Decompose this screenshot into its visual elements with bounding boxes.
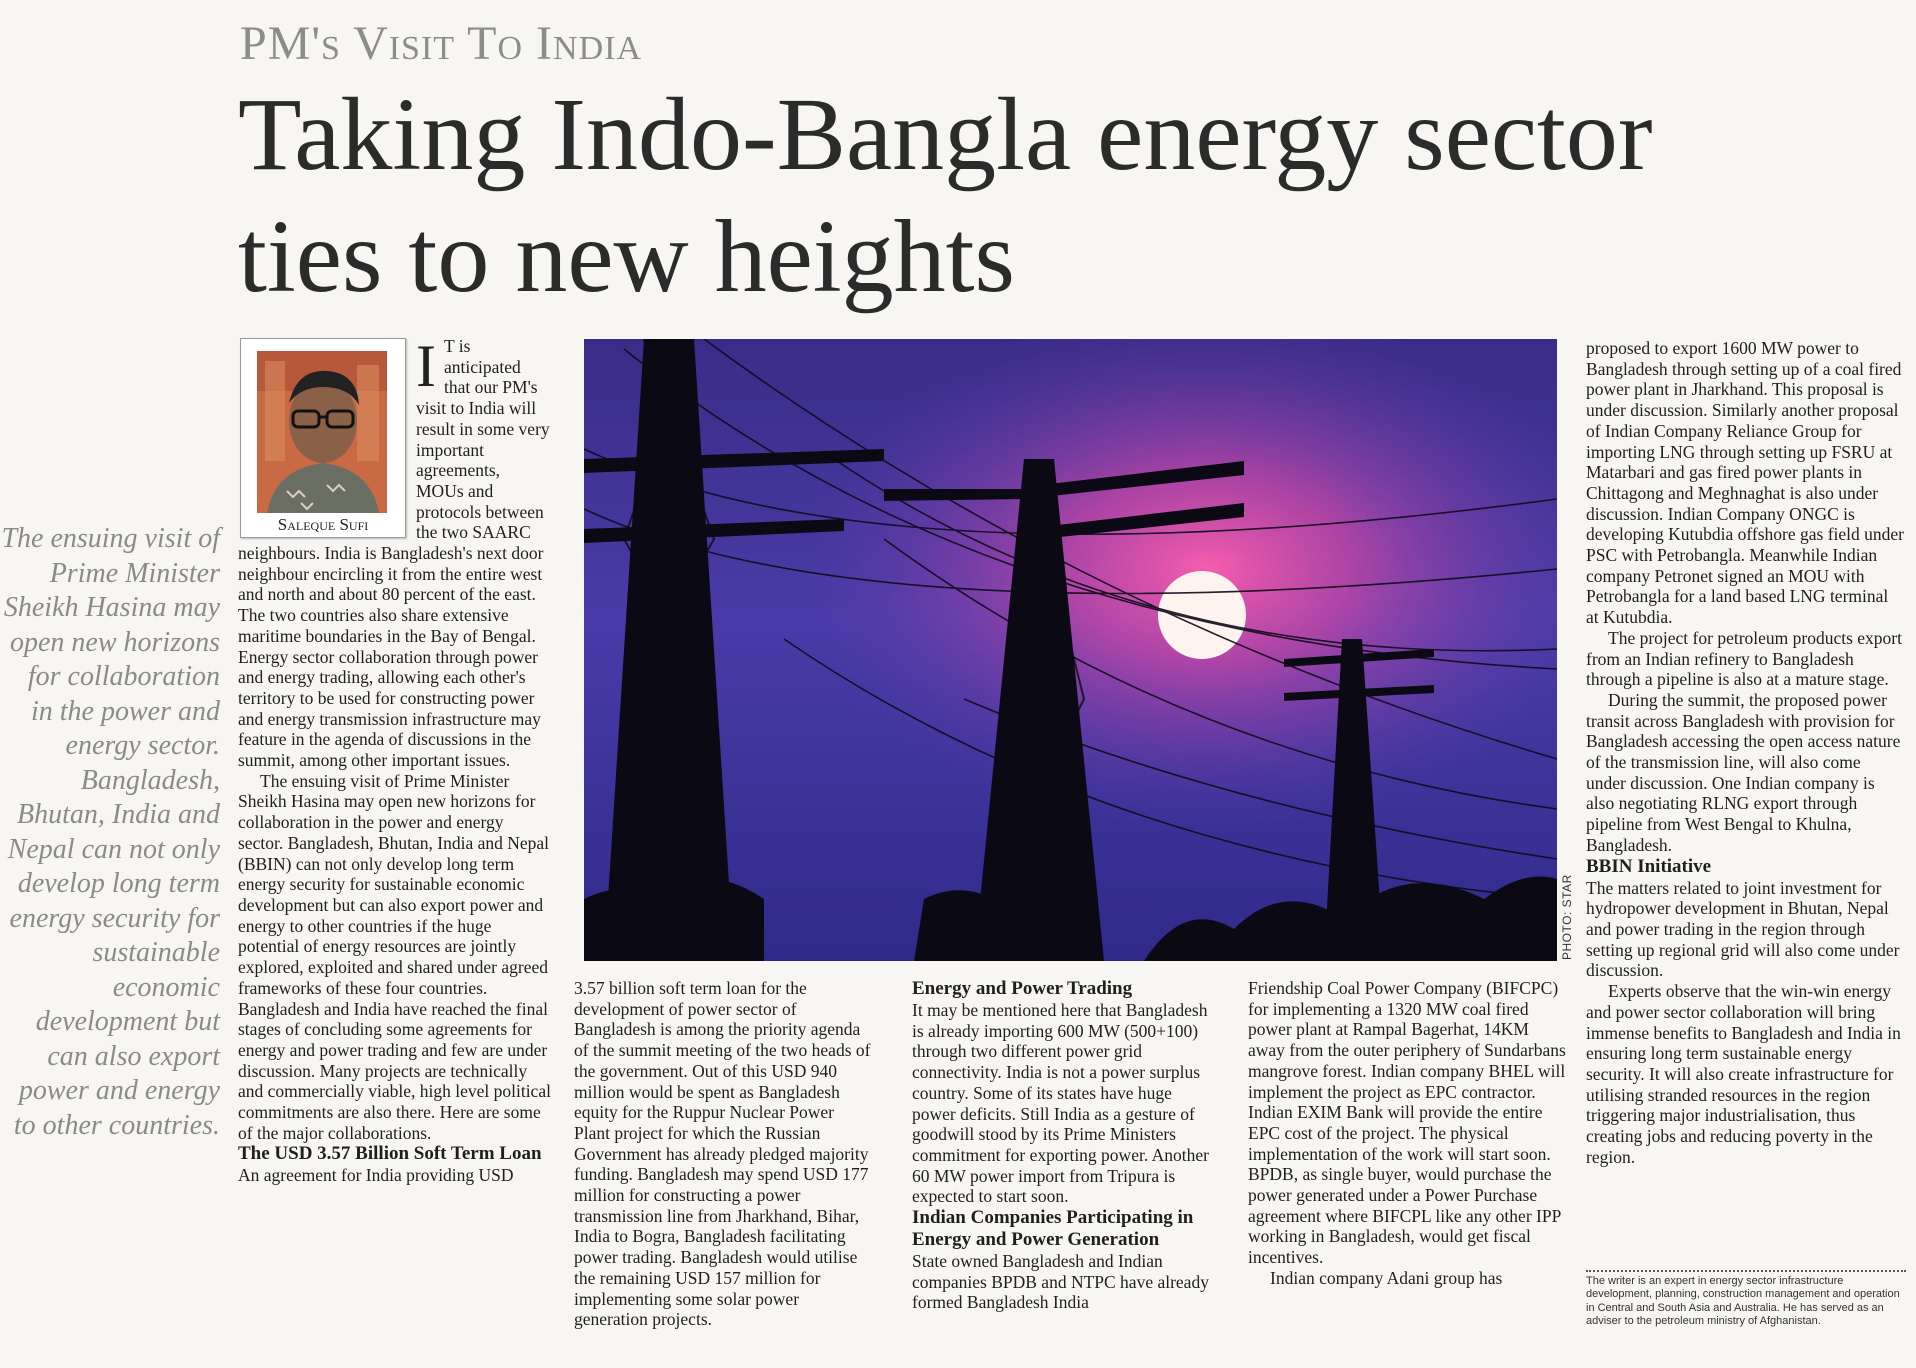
col5-paragraph-2: The project for petroleum products export from an Indian refinery to Bangladesh through a pipeline is also at a mature stage. — [1586, 627, 1902, 690]
col5-paragraph-5: Experts observe that the win-win energy and power sector collaboration will bring immense benefits to Bangladesh and India in ensuring long term sustainable energy security. It will also create infrastructure for utilising stranded resources in the region triggering major industrialisation, thus creating jobs and reducing poverty in the region. — [1586, 981, 1901, 1167]
col1-paragraph-1-rest: SAARC neighbours. India is Bangladesh's next door neighbour encircling it from the entire west and north and about 80 percent of the east. The two countries also share extensive maritime boundaries in the Bay of Bengal. Energy sector collaboration through power and energy trading, allowing each other's territory to be used for constructing power and energy transmission infrastructure may feature in the agenda of discussions in the summit, among other important issues. — [238, 522, 544, 771]
col1-paragraph-3: An agreement for India providing USD — [238, 1165, 514, 1186]
power-pylons-sunset-image — [584, 339, 1557, 961]
article-column-3 — [912, 978, 1217, 1313]
author-box-spacer — [238, 336, 416, 536]
col4-paragraph-2: Indian company Adani group has — [1270, 1267, 1503, 1288]
writer-bio-note: The writer is an expert in energy sector infrastructure development, planning, construction management and operation in Central and South Asia and Australia. He has served as an adviser to the petroleum ministry of Afghanistan. — [1586, 1270, 1906, 1329]
article-photo — [584, 339, 1557, 961]
drop-cap: I — [416, 333, 436, 399]
col3-paragraph-1: It may be mentioned here that Bangladesh is already importing 600 MW (500+100) through two different power grid connectivity. India is not a power surplus country. Some of its states have huge power deficits. Still India as a gesture of goodwill stood by its Prime Ministers commitment for exporting power. Another 60 MW power import from Tripura is expected to start soon. — [912, 1000, 1209, 1207]
section-kicker: PM's Visit To India — [240, 17, 643, 70]
col5-subheading: BBIN Initiative — [1586, 855, 1712, 877]
col1-paragraph-1-lead: T is anticipated that our PM's visit to India will result in some very important agreements, MOUs and protocols between the two — [416, 336, 550, 543]
pull-quote: The ensuing visit of Prime Minister Sheikh Hasina may open new horizons for collaboration in the power and energy sector. Bangladesh, Bhutan, India and Nepal can not only develop long term energy security for sustainable economic development but can also export power and energy to other countries. — [1, 523, 220, 1141]
article-column-5 — [1586, 338, 1904, 1167]
headline-line-2: ties to new heights — [238, 199, 1016, 314]
col3-paragraph-2: State owned Bangladesh and Indian companies BPDB and NTPC have already formed Bangladesh India — [912, 1251, 1209, 1313]
article-column-4 — [1248, 978, 1566, 1289]
photo-credit — [1558, 870, 1578, 960]
col5-paragraph-4: The matters related to joint investment for hydropower development in Bhutan, Nepal and power trading in the region through setting up regional grid will also come under discussion. — [1586, 877, 1900, 981]
col3-subheading-1: Energy and Power Trading — [912, 978, 1133, 999]
col5-paragraph-3: During the summit, the proposed power transit across Bangladesh with provision for Bangladesh accessing the open access nature of the transmission line, will also come under discussion. One Indian company is also negotiating RLNG export through pipeline from West Bengal to Khulna, Bangladesh. — [1586, 689, 1901, 855]
headline-line-1: Taking Indo-Bangla energy sector — [238, 77, 1653, 192]
col5-paragraph-1: proposed to export 1600 MW power to Bangladesh through setting up of a coal fired power plant in Jharkhand. This proposal is under discussion. Similarly another proposal of Indian Company Reliance Group for importing LNG through setting up FSRU at Matarbari and gas fired power plants in Chittagong and Meghnaghat is also under discussion. Indian Company ONGC is developing Kutubdia offshore gas field under PSC with Petrobangla. Meanwhile Indian company Petronet signed an MOU with Petrobangla for a land based LNG terminal at Kutubdia. — [1586, 338, 1904, 628]
col4-paragraph-1: Friendship Coal Power Company (BIFCPC) for implementing a 1320 MW coal fired power plant at Rampal Bagerhat, 14KM away from the outer periphery of Sundarbans mangrove forest. Indian company BHEL will implement the project as EPC contractor. Indian EXIM Bank will provide the entire EPC cost of the project. The physical implementation of the work will start soon. BPDB, as single buyer, would purchase the power generated under a Power Purchase agreement where BIFCPL like any other IPP working in Bangladesh, would get fiscal incentives. — [1248, 978, 1566, 1268]
col3-subheading-2: Indian Companies Participating in Energy and Power Generation — [912, 1207, 1194, 1251]
col2-paragraph-1: 3.57 billion soft term loan for the development of power sector of Bangladesh is among the priority agenda of the summit meeting of the two heads of the government. Out of this USD 940 million would be spent as Bangladesh equity for the Ruppur Nuclear Power Plant project for which the Russian Government has already pledged majority funding. Bangladesh may spend USD 177 million for constructing a power transmission line from Jharkhand, Bihar, India to Bogra, Bangladesh facilitating power trading. Bangladesh would utilise the remaining USD 157 million for implementing some solar power generation projects. — [574, 978, 871, 1330]
author-name: Saleque Sufi — [277, 515, 369, 534]
col1-paragraph-2: The ensuing visit of Prime Minister Sheikh Hasina may open new horizons for collaboration in the power and energy sector. Bangladesh, Bhutan, India and Nepal (BBIN) can not only develop long term energy security for sustainable economic development but can also export power and energy to other countries if the huge potential of energy resources are jointly explored, exploited and shared under agreed frameworks of these four countries. Bangladesh and India have reached the final stages of concluding some agreements for energy and power trading and few are under discussion. Many projects are technically and commercially viable, high level political commitments are also there. Here are some of the major collaborations. — [238, 770, 551, 1143]
col1-subheading: The USD 3.57 Billion Soft Term Loan — [238, 1143, 542, 1165]
headline — [238, 74, 1798, 318]
photo-credit-text: PHOTO: STAR — [1560, 874, 1574, 960]
article-column-2 — [574, 978, 874, 1330]
article-column-1 — [238, 333, 551, 1186]
